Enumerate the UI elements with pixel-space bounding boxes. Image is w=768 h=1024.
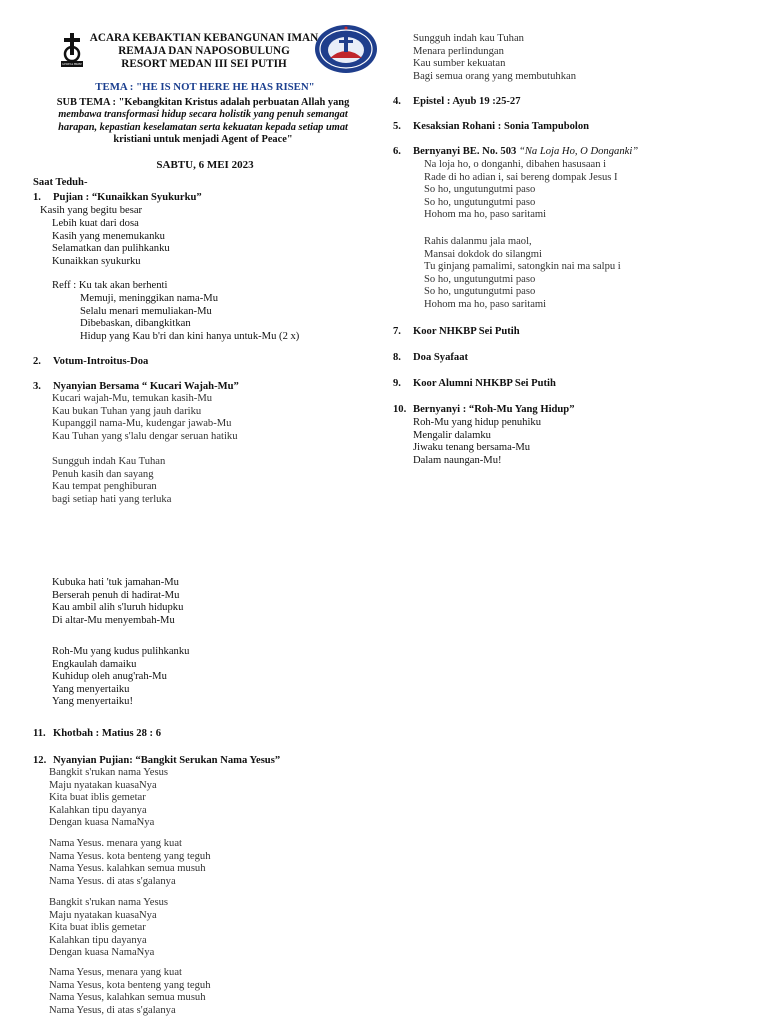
lyric-line: Bagi semua orang yang membutuhkan — [413, 70, 576, 82]
lyric-line: Sungguh indah Kau Tuhan — [52, 456, 166, 467]
sub-tema — [33, 97, 373, 147]
lyric-line: Maju nyatakan kuasaNya — [49, 779, 157, 791]
item-label: Epistel : Ayub 19 :25-27 — [413, 96, 521, 107]
lyric-line: Kau Tuhan yang s'lalu dengar seruan hatiku — [52, 430, 238, 442]
item-12-heading — [33, 755, 280, 768]
item-label: Khotbah : Matius 28 : 6 — [53, 728, 162, 739]
lyric-line: Kau bukan Tuhan yang jauh dariku — [52, 405, 202, 417]
lyric-line: Berserah penuh di hadirat-Mu — [52, 589, 180, 601]
item-number: 10. — [393, 404, 407, 415]
item-9-heading — [393, 378, 556, 391]
lyric-line: Selamatkan dan pulihkanku — [52, 243, 170, 255]
saat-teduh: Saat Teduh- — [33, 177, 88, 188]
item-number: 4. — [393, 96, 401, 107]
header-title-line: RESORT MEDAN III SEI PUTIH — [121, 58, 287, 70]
lyric-line: Tu ginjang pamalimi, satongkin nai ma salpu i — [424, 261, 621, 273]
lyric-line: Lebih kuat dari dosa — [52, 218, 139, 229]
item-label: Bernyanyi BE. No. 503 — [413, 146, 519, 157]
lyric-line: Na loja ho, o donganhi, dibahen hasusaan i — [424, 159, 607, 170]
right-top-lyrics — [413, 33, 576, 83]
lyric-line: Kasih yang menemukanku — [52, 230, 165, 242]
logo-left-text: GEREJA HKBP — [62, 62, 82, 66]
lyric-line: Dengan kuasa NamaNya — [49, 817, 155, 829]
item-6-verse-2 — [424, 236, 621, 312]
lyric-line: Nama Yesus, di atas s'galanya — [49, 1004, 176, 1016]
item-5-heading — [393, 121, 589, 134]
lyric-line: Hohom ma ho, paso saritami — [424, 298, 547, 310]
item-label: Nyanyian Bersama “ Kucari Wajah-Mu” — [53, 381, 239, 392]
lyric-line: Rade di ho adian i, sai bereng dompak Jesus I — [424, 171, 618, 183]
item-10-cont-verse-2 — [52, 646, 189, 709]
lyric-line: Nama Yesus, kalahkan semua musuh — [49, 992, 206, 1004]
lyric-line: Mansai dokdok do silangmi — [424, 248, 542, 260]
lyric-line: Bangkit s'rukan nama Yesus — [49, 767, 169, 778]
lyric-line: Dengan kuasa NamaNya — [49, 947, 155, 959]
item-number: 1. — [33, 192, 41, 203]
lyric-line: Memuji, meninggikan nama-Mu — [80, 293, 218, 304]
item-12-verse-2 — [49, 838, 211, 888]
header-title-line: REMAJA DAN NAPOSOBULUNG — [118, 45, 290, 57]
lyric-line: Nama Yesus, kota benteng yang teguh — [49, 979, 211, 991]
lyric-line: Kunaikkan syukurku — [52, 255, 141, 267]
item-10-cont-verse-1 — [52, 577, 183, 627]
lyric-line: Jiwaku tenang bersama-Mu — [413, 442, 531, 454]
item-number: 8. — [393, 352, 401, 363]
item-3-heading — [33, 381, 239, 394]
lyric-line: Dibebaskan, dibangkitkan — [80, 318, 191, 330]
lyric-line: Maju nyatakan kuasaNya — [49, 909, 157, 921]
item-label: Pujian : “Kunaikkan Syukurku” — [53, 192, 202, 203]
lyric-line: Penuh kasih dan sayang — [52, 468, 154, 480]
lyric-line: So ho, ungutungutmi paso — [424, 196, 536, 208]
item-number: 11. — [33, 728, 46, 739]
header-title-line: ACARA KEBAKTIAN KEBANGUNAN IMAN — [89, 32, 319, 44]
item-3-verse-1 — [52, 393, 238, 443]
lyric-line: Kucari wajah-Mu, temukan kasih-Mu — [52, 393, 213, 404]
lyric-line: Rahis dalanmu jala maol, — [424, 236, 532, 247]
lyric-line: Bangkit s'rukan nama Yesus — [49, 897, 169, 908]
item-label: Votum-Introitus-Doa — [53, 356, 149, 367]
item-7-heading — [393, 326, 520, 339]
lyric-line: So ho, ungutungutmi paso — [424, 286, 536, 298]
item-label: Koor NHKBP Sei Putih — [413, 326, 520, 337]
lyric-line: So ho, ungutungutmi paso — [424, 184, 536, 196]
lyric-line: Hohom ma ho, paso saritami — [424, 209, 547, 221]
item-6-verse-1 — [424, 159, 618, 222]
lyric-line: Sungguh indah kau Tuhan — [413, 33, 524, 44]
lyric-line: Kalahkan tipu dayanya — [49, 934, 147, 946]
lyric-line: Selalu menari memuliakan-Mu — [80, 305, 212, 317]
item-label: Koor Alumni NHKBP Sei Putih — [413, 378, 556, 389]
item-8-heading — [393, 352, 468, 365]
item-11-heading — [33, 728, 161, 741]
item-1-reff-label: Reff : Ku tak akan berhenti — [52, 280, 168, 291]
item-1-reff-lyrics — [80, 293, 299, 343]
lyric-line: Nama Yesus. kalahkan semua musuh — [49, 863, 206, 875]
sub-tema-line: SUB TEMA : "Kebangkitan Kristus adalah perbuatan Allah yang — [56, 97, 350, 108]
lyric-line: Kupanggil nama-Mu, kudengar jawab-Mu — [52, 418, 232, 430]
item-1-lyrics — [52, 218, 170, 268]
lyric-line: So ho, ungutungutmi paso — [424, 273, 536, 285]
item-label: Bernyanyi : “Roh-Mu Yang Hidup” — [413, 404, 575, 415]
item-10-lyrics — [413, 417, 541, 467]
lyric-line: Roh-Mu yang kudus pulihkanku — [52, 646, 190, 657]
lyric-line: Di altar-Mu menyembah-Mu — [52, 614, 175, 626]
lyric-line: Kuhidup oleh anug'rah-Mu — [52, 671, 167, 683]
item-12-verse-1 — [49, 767, 168, 830]
lyric-line: Kubuka hati 'tuk jamahan-Mu — [52, 577, 179, 588]
item-number: 2. — [33, 356, 41, 367]
item-10-heading — [393, 404, 575, 417]
item-label: Kesaksian Rohani : Sonia Tampubolon — [413, 121, 590, 132]
item-3-verse-2 — [52, 456, 171, 506]
tema: TEMA : "HE IS NOT HERE HE HAS RISEN" — [95, 81, 315, 93]
lyric-line: Yang menyertaiku — [52, 683, 130, 695]
item-6-heading — [393, 146, 638, 159]
item-1-first-line: Kasih yang begitu besar — [40, 205, 143, 216]
item-label: Nyanyian Pujian: “Bangkit Serukan Nama Yesus” — [53, 755, 281, 766]
lyric-line: Kau ambil alih s'luruh hidupku — [52, 602, 184, 614]
lyric-line: Kalahkan tipu dayanya — [49, 804, 147, 816]
item-number: 5. — [393, 121, 401, 132]
lyric-line: Roh-Mu yang hidup penuhiku — [413, 417, 541, 428]
lyric-line: Nama Yesus. menara yang kuat — [49, 838, 182, 849]
lyric-line: Kau tempat penghiburan — [52, 481, 157, 493]
lyric-line: Kita buat iblis gemetar — [49, 922, 146, 934]
item-2-heading — [33, 356, 148, 369]
lyric-line: bagi setiap hati yang terluka — [52, 493, 172, 505]
event-date: SABTU, 6 MEI 2023 — [156, 159, 254, 171]
lyric-line: Nama Yesus. di atas s'galanya — [49, 875, 176, 887]
item-number: 9. — [393, 378, 401, 389]
sub-tema-line: membawa transformasi hidup secara holistik yang penuh semangat — [58, 109, 348, 121]
header-title — [88, 32, 320, 71]
item-number: 12. — [33, 755, 47, 766]
item-12-verse-3 — [49, 897, 168, 960]
lyric-line: Kita buat iblis gemetar — [49, 792, 146, 804]
organization-emblem-icon — [314, 24, 378, 74]
item-label: Doa Syafaat — [413, 352, 469, 363]
lyric-line: Nama Yesus, menara yang kuat — [49, 967, 182, 978]
lyric-line: Nama Yesus. kota benteng yang teguh — [49, 850, 211, 862]
lyric-line: Menara perlindungan — [413, 45, 504, 57]
lyric-line: Yang menyertaiku! — [52, 696, 134, 708]
sub-tema-line: kristiani untuk menjadi Agent of Peace" — [113, 134, 293, 146]
church-logo-cross-icon — [57, 32, 87, 68]
item-number: 3. — [33, 381, 41, 392]
lyric-line: Hidup yang Kau b'ri dan kini hanya untuk-Mu (2 x) — [80, 330, 300, 342]
lyric-line: Mengalir dalamku — [413, 429, 491, 441]
lyric-line: Engkaulah damaiku — [52, 658, 137, 670]
lyric-line: Kau sumber kekuatan — [413, 58, 506, 70]
sub-tema-line: harapan, kepastian keselamatan serta kekuatan kepada setiap umat — [58, 121, 348, 133]
lyric-line: Dalam naungan-Mu! — [413, 454, 502, 466]
item-12-verse-4 — [49, 967, 211, 1017]
item-1-heading — [33, 192, 202, 205]
item-number: 6. — [393, 146, 401, 157]
item-number: 7. — [393, 326, 401, 337]
item-label-song-title: “Na Loja Ho, O Donganki” — [518, 146, 639, 157]
item-4-heading — [393, 96, 521, 109]
